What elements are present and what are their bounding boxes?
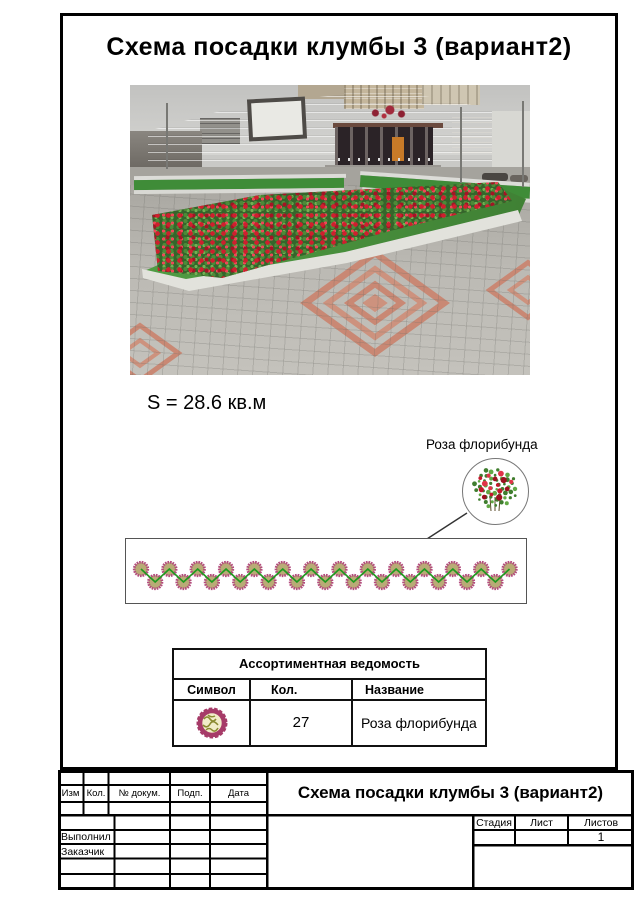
table-row — [174, 701, 485, 745]
photo-wall-mural — [452, 115, 492, 153]
title-block — [58, 770, 634, 890]
assortment-table — [172, 648, 487, 747]
stamp-col-podp: Подп. — [177, 788, 203, 799]
stamp-sheets-value: 1 — [597, 830, 605, 844]
photo-light-pole — [166, 103, 168, 169]
stamp-row-vypolnil: Выполнил — [61, 831, 111, 843]
stamp-stage-header: Стадия — [476, 817, 512, 829]
photo-club-sign — [358, 102, 416, 122]
planting-strip — [125, 538, 527, 604]
stamp-title: Схема посадки клумбы 3 (вариант2) — [297, 783, 604, 802]
table-header-row — [174, 680, 485, 701]
planting-scheme — [126, 539, 525, 602]
photo-right-facade — [492, 111, 530, 169]
photo-entrance — [335, 127, 433, 167]
stamp-sheets-header: Листов — [583, 817, 619, 829]
stamp-col-kol: Кол. — [86, 788, 106, 799]
table-title: Ассортиментная ведомость — [174, 650, 485, 680]
plant-callout-label: Роза флорибунда — [426, 437, 538, 452]
table-qty-value: 27 — [251, 701, 353, 745]
col-name: Название — [353, 680, 485, 701]
page-title: Схема посадки клумбы 3 (вариант2) — [106, 33, 572, 61]
table-name-value: Роза флорибунда — [361, 715, 477, 731]
photo-entrance-lights — [338, 158, 430, 161]
area-label: S = 28.6 кв.м — [147, 392, 267, 414]
photo-light-pole — [522, 101, 524, 187]
stamp-col-dokum: № докум. — [118, 788, 161, 799]
stamp-col-izm: Изм — [61, 788, 80, 799]
col-symbol: Символ — [174, 680, 251, 701]
stamp-col-data: Дата — [227, 788, 250, 799]
rose-symbol-icon — [174, 701, 249, 745]
site-photo — [130, 85, 530, 375]
stamp-row-zakazchik: Заказчик — [61, 845, 105, 858]
photo-light-pole — [460, 107, 462, 183]
col-qty: Кол. — [251, 680, 353, 701]
photo-billboard — [247, 97, 307, 142]
stamp-sheet-header: Лист — [530, 817, 553, 829]
